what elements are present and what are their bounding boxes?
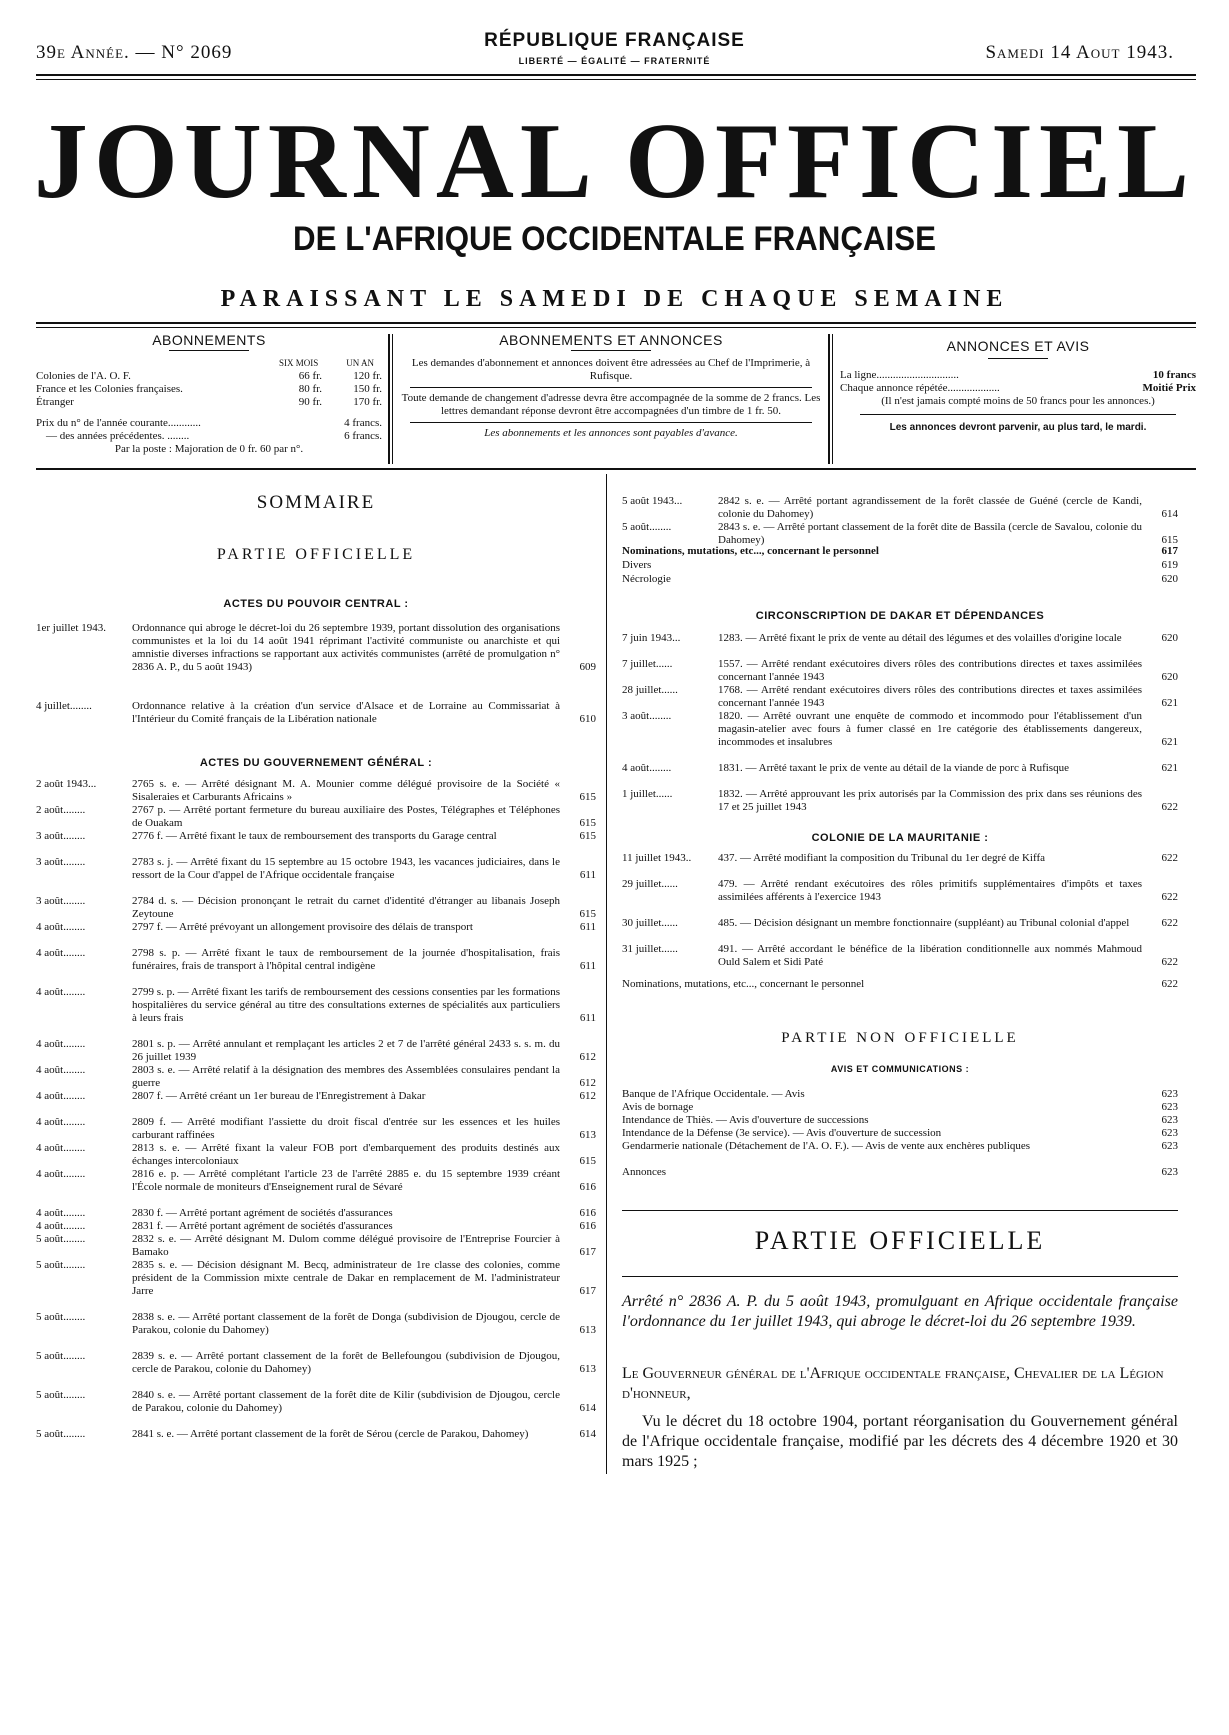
toc-entry xyxy=(36,1090,596,1103)
toc-date: 5 août........ xyxy=(36,1350,86,1362)
toc-entry xyxy=(622,1140,1178,1153)
toc-page: 609 xyxy=(579,661,596,673)
subs-ads-p1: Les demandes d'abonnement et annonces doivent être adressées au Chef de l'Imprimerie, à Rufisque. xyxy=(411,357,811,382)
toc-text: 2832 s. e. — Arrêté désignant M. Dulom comme délégué provisoire de l'Entreprise Fourcier à Bamako xyxy=(132,1233,560,1258)
boxes-bottom-rule xyxy=(36,468,1196,470)
toc-page: 614 xyxy=(579,1428,596,1440)
ads-repeat: Chaque annonce répétée................... Moitié Prix xyxy=(840,382,1196,394)
toc-entry xyxy=(36,804,596,830)
toc-entry xyxy=(622,788,1178,814)
toc-text: 2807 f. — Arrêté créant un 1er bureau de l'Enregistrement à Dakar xyxy=(132,1090,426,1102)
toc-page: 610 xyxy=(579,713,596,725)
toc-date: 4 juillet........ xyxy=(36,700,92,712)
toc-text: 491. — Arrêté accordant le bénéfice de la libération conditionnelle aux nommés Mahmoud Ould Salem et Sidi Paté xyxy=(718,943,1142,968)
toc-entry xyxy=(622,684,1178,710)
toc-entry xyxy=(622,878,1178,904)
toc-entry xyxy=(36,856,596,882)
toc-text: Annonces xyxy=(622,1166,666,1178)
price-previous: — des années précédentes. ........ 6 francs. xyxy=(46,430,382,442)
toc-entry xyxy=(622,1114,1178,1127)
toc-date: 4 août........ xyxy=(36,1116,86,1128)
subs-ads-rule-2 xyxy=(410,422,812,423)
toc-page: 623 xyxy=(1161,1140,1178,1152)
toc-entry xyxy=(622,710,1178,749)
nominations-entry: Nominations, mutations, etc..., concernant le personnel 617 xyxy=(622,545,1178,557)
subs-ads-divider xyxy=(571,350,651,351)
toc-date: 4 août........ xyxy=(36,1168,86,1180)
box-divider-1b xyxy=(392,334,393,464)
toc-date: 5 août........ xyxy=(36,1311,86,1323)
toc-page: 615 xyxy=(579,817,596,829)
toc-date: 5 août 1943... xyxy=(622,495,683,507)
toc-text: 479. — Arrêté rendant exécutoires des rôles primitifs supplémentaires d'impôts et taxes assimilées afférents à l'exercice 1943 xyxy=(718,878,1142,903)
maur-nominations-entry: Nominations, mutations, etc..., concernant le personnel 622 xyxy=(622,978,1178,990)
toc-date: 4 août........ xyxy=(36,1090,86,1102)
toc-text: 1557. — Arrêté rendant exécutoires divers rôles des contributions directes et taxes assimilées concernant l'année 1943 xyxy=(718,658,1142,683)
toc-date: 4 août........ xyxy=(36,921,86,933)
governor-line: Le Gouverneur général de l'Afrique occidentale française, Chevalier de la Légion d'honneur, xyxy=(622,1365,1164,1402)
toc-entry xyxy=(36,1220,596,1233)
toc-text: 1820. — Arrêté ouvrant une enquête de commodo et incommodo pour l'établissement d'un magasin-atelier avec fours à fumer classé en 1re catégorie des établissements dangereux, incommodes et insalubres xyxy=(718,710,1142,748)
toc-page: 620 xyxy=(1161,632,1178,644)
toc-entry xyxy=(36,1142,596,1168)
toc-page: 614 xyxy=(579,1402,596,1414)
toc-date: 4 août........ xyxy=(36,986,86,998)
toc-entry xyxy=(622,1127,1178,1140)
toc-date: 5 août........ xyxy=(36,1259,86,1271)
toc-text: Intendance de la Défense (3e service). — Avis d'ouverture de succession xyxy=(622,1127,942,1139)
official-bottom-rule xyxy=(622,1276,1178,1277)
subscriptions-divider xyxy=(169,350,249,351)
toc-page: 622 xyxy=(1161,956,1178,968)
toc-entry xyxy=(36,1311,596,1337)
journal-tagline: PARAISSANT LE SAMEDI DE CHAQUE SEMAINE xyxy=(220,286,1009,312)
toc-page: 622 xyxy=(1161,801,1178,813)
ads-deadline: Les annonces devront parvenir, au plus tard, le mardi. xyxy=(889,422,1147,433)
toc-entry xyxy=(622,1101,1178,1114)
toc-date: 4 août........ xyxy=(36,1220,86,1232)
toc-text: 1831. — Arrêté taxant le prix de vente au détail de la viande de porc à Rufisque xyxy=(718,762,1069,774)
toc-page: 621 xyxy=(1161,697,1178,709)
toc-entry xyxy=(36,1350,596,1376)
toc-entry xyxy=(36,1168,596,1194)
toc-entry xyxy=(622,521,1178,547)
section-mauritanie: COLONIE DE LA MAURITANIE : xyxy=(811,832,989,844)
toc-date: 5 août........ xyxy=(36,1233,86,1245)
header-rule xyxy=(36,74,1196,76)
price-current: Prix du n° de l'année courante............ 4 francs. xyxy=(36,417,382,429)
toc-page: 615 xyxy=(1161,534,1178,546)
toc-page: 613 xyxy=(579,1129,596,1141)
toc-entry xyxy=(36,622,596,674)
column-divider xyxy=(606,474,607,1474)
toc-page: 611 xyxy=(579,1012,596,1024)
toc-date: 3 août........ xyxy=(36,895,86,907)
toc-text: 2841 s. e. — Arrêté portant classement de la forêt de Sérou (cercle de Parakou, Dahomey) xyxy=(132,1428,529,1440)
toc-page: 622 xyxy=(1161,852,1178,864)
toc-text: 2835 s. e. — Décision désignant M. Becq, administrateur de 1re classe des colonies, comme président de la Commission mixte centrale de Dakar en remplacement de M. l'administrateur Jarre xyxy=(132,1259,560,1297)
toc-page: 615 xyxy=(579,908,596,920)
toc-page: 611 xyxy=(579,921,596,933)
toc-page: 612 xyxy=(579,1051,596,1063)
toc-entry xyxy=(36,778,596,804)
toc-page: 621 xyxy=(1161,762,1178,774)
subscription-row-1: France et les Colonies françaises. 80 fr. 150 fr. xyxy=(36,383,382,395)
toc-page: 622 xyxy=(1161,917,1178,929)
toc-text: 2809 f. — Arrêté modifiant l'assiette du droit fiscal d'entrée sur les essences et les huiles carburant raffinées xyxy=(132,1116,560,1141)
toc-date: 2 août 1943... xyxy=(36,778,97,790)
toc-page: 615 xyxy=(579,791,596,803)
necro-entry: Nécrologie 620 xyxy=(622,573,1178,585)
toc-text: 2767 p. — Arrêté portant fermeture du bureau auxiliaire des Postes, Télégraphes et Téléphones de Ouakam xyxy=(132,804,560,829)
toc-page: 612 xyxy=(579,1090,596,1102)
issue-number: 39e Année. — N° 2069 xyxy=(36,42,233,63)
toc-page: 616 xyxy=(579,1181,596,1193)
ads-line: La ligne.............................. 10 francs xyxy=(840,369,1196,381)
toc-entry xyxy=(36,921,596,934)
box-divider-2b xyxy=(832,334,833,464)
toc-page: 616 xyxy=(579,1220,596,1232)
toc-date: 3 août........ xyxy=(36,856,86,868)
toc-text: 2803 s. e. — Arrêté relatif à la désignation des membres des Assemblées consulaires pendant la guerre xyxy=(132,1064,560,1089)
decree-title: Arrêté n° 2836 A. P. du 5 août 1943, promulguant en Afrique occidentale française l'ordonnance du 1er juillet 1943, qui abroge le décret-loi du 26 septembre 1939. xyxy=(622,1293,1178,1330)
sommaire-title: SOMMAIRE xyxy=(256,492,376,513)
section-general: ACTES DU GOUVERNEMENT GÉNÉRAL : xyxy=(199,757,433,769)
section-central: ACTES DU POUVOIR CENTRAL : xyxy=(223,598,409,610)
toc-entry xyxy=(36,1116,596,1142)
ads-title: ANNONCES ET AVIS xyxy=(946,338,1090,354)
official-top-rule xyxy=(622,1210,1178,1211)
toc-entry xyxy=(622,852,1178,865)
toc-entry xyxy=(36,986,596,1025)
toc-page: 611 xyxy=(579,960,596,972)
ads-box xyxy=(840,332,1196,464)
toc-entry xyxy=(36,947,596,973)
subs-ads-title: ABONNEMENTS ET ANNONCES xyxy=(499,332,723,348)
toc-text: 2843 s. e. — Arrêté portant classement de la forêt dite de Bassila (cercle de Savalou, colonie du Dahomey) xyxy=(718,521,1142,546)
toc-date: 1 juillet...... xyxy=(622,788,673,800)
toc-text: 2801 s. p. — Arrêté annulant et remplaçant les articles 2 et 7 de l'arrêté général 2433 s. s. m. du 26 juillet 1939 xyxy=(132,1038,560,1063)
toc-page: 617 xyxy=(579,1246,596,1258)
divers-entry: Divers 619 xyxy=(622,559,1178,571)
toc-entry xyxy=(622,917,1178,930)
subscriptions-title: ABONNEMENTS xyxy=(152,332,266,348)
section-avis: AVIS ET COMMUNICATIONS : xyxy=(830,1064,970,1074)
header-rule-thin xyxy=(36,79,1196,80)
toc-date: 4 août........ xyxy=(622,762,672,774)
toc-date: 7 juillet...... xyxy=(622,658,673,670)
box-divider-1 xyxy=(388,334,390,464)
toc-date: 4 août........ xyxy=(36,1207,86,1219)
toc-page: 621 xyxy=(1161,736,1178,748)
toc-text: 1768. — Arrêté rendant exécutoires divers rôles des contributions directes et taxes assimilées concernant l'année 1943 xyxy=(718,684,1142,709)
ads-rule xyxy=(860,414,1176,415)
toc-date: 5 août........ xyxy=(622,521,672,533)
section-dakar: CIRCONSCRIPTION DE DAKAR ET DÉPENDANCES xyxy=(755,610,1045,622)
toc-text: 2765 s. e. — Arrêté désignant M. A. Mounier comme délégué provisoire de la Société « Sisaleraies et Carburants Africains » xyxy=(132,778,560,803)
toc-text: Intendance de Thiès. — Avis d'ouverture de successions xyxy=(622,1114,869,1126)
toc-text: 2838 s. e. — Arrêté portant classement de la forêt de Donga (subdivision de Djougou, cercle de Parakou, colonie du Dahomey) xyxy=(132,1311,560,1336)
toc-date: 5 août........ xyxy=(36,1389,86,1401)
subscriptions-box xyxy=(36,332,382,464)
toc-date: 3 août........ xyxy=(36,830,86,842)
toc-text: 2839 s. e. — Arrêté portant classement de la forêt de Bellefoungou (subdivision de Djougou, cercle de Parakou, colonie du Dahomey) xyxy=(132,1350,560,1375)
toc-entry xyxy=(36,1428,596,1441)
toc-entry xyxy=(36,830,596,843)
issue-date: Samedi 14 Aout 1943. xyxy=(985,42,1174,63)
toc-text: 2816 e. p. — Arrêté complétant l'article 23 de l'arrêté 2885 e. du 15 septembre 1939 créant l'École normale de moniteurs d'Enseignement rural de Sévaré xyxy=(132,1168,560,1193)
toc-text: 1832. — Arrêté approuvant les prix autorisés par la Commission des prix dans ses réunions des 17 et 25 juillet 1943 xyxy=(718,788,1142,813)
masthead-rule-thin xyxy=(36,327,1196,328)
ads-divider xyxy=(988,358,1048,359)
toc-date: 4 août........ xyxy=(36,1142,86,1154)
toc-text: 2840 s. e. — Arrêté portant classement de la forêt dite de Kilir (subdivision de Djougou, cercle de Parakou, colonie du Dahomey) xyxy=(132,1389,560,1414)
toc-entry xyxy=(36,1389,596,1415)
toc-text: 1283. — Arrêté fixant le prix de vente au détail des légumes et des volailles d'origine locale xyxy=(718,632,1122,644)
toc-page: 615 xyxy=(579,830,596,842)
toc-date: 3 août........ xyxy=(622,710,672,722)
toc-text: Banque de l'Afrique Occidentale. — Avis xyxy=(622,1088,805,1100)
toc-text: 2797 f. — Arrêté prévoyant un allongement provisoire des délais de transport xyxy=(132,921,473,933)
subs-ads-p3: Les abonnements et les annonces sont payables d'avance. xyxy=(484,427,738,439)
col-one-year: UN AN xyxy=(346,358,374,368)
toc-page: 612 xyxy=(579,1077,596,1089)
toc-page: 616 xyxy=(579,1207,596,1219)
toc-page: 617 xyxy=(579,1285,596,1297)
toc-text: 2783 s. j. — Arrêté fixant du 15 septembre au 15 octobre 1943, les vacances judiciaires, dans le ressort de la Cour d'appel de l'Afrique occidentale française xyxy=(132,856,560,881)
subs-ads-box xyxy=(400,332,822,464)
toc-date: 29 juillet...... xyxy=(622,878,678,890)
toc-page: 622 xyxy=(1161,891,1178,903)
toc-entry xyxy=(622,762,1178,775)
journal-title: JOURNAL OFFICIEL xyxy=(33,102,1196,221)
official-title: PARTIE OFFICIELLE xyxy=(754,1226,1046,1255)
toc-entry xyxy=(36,1233,596,1259)
motto: LIBERTÉ — ÉGALITÉ — FRATERNITÉ xyxy=(518,56,711,66)
toc-text: 2799 s. p. — Arrêté fixant les tarifs de remboursement des cessions consenties par les formations hospitalières du service général au titre des consultations externes de spécialités aux particuliers à leurs frais xyxy=(132,986,560,1024)
toc-entry xyxy=(622,632,1178,645)
toc-date: 4 août........ xyxy=(36,1038,86,1050)
toc-page: 613 xyxy=(579,1363,596,1375)
post-surcharge: Par la poste : Majoration de 0 fr. 60 par n°. xyxy=(114,443,304,455)
toc-entry xyxy=(36,700,596,726)
toc-page: 614 xyxy=(1161,508,1178,520)
toc-page: 623 xyxy=(1161,1166,1178,1178)
toc-text: 437. — Arrêté modifiant la composition du Tribunal du 1er degré de Kiffa xyxy=(718,852,1045,864)
subscription-row-0: Colonies de l'A. O. F. 66 fr. 120 fr. xyxy=(36,370,382,382)
toc-text: 2784 d. s. — Décision prononçant le retrait du carnet d'identité d'étranger au libanais Joseph Zeytoune xyxy=(132,895,560,920)
toc-text: 485. — Décision désignant un membre fonctionnaire (suppléant) au Tribunal colonial d'appel xyxy=(718,917,1130,929)
toc-text: 2798 s. p. — Arrêté fixant le taux de remboursement de la journée d'hospitalisation, frais funéraires, frais de transport à l'hôpital central indigène xyxy=(132,947,560,972)
toc-text: Gendarmerie nationale (Détachement de l'A. O. F.). — Avis de vente aux enchères publiques xyxy=(622,1140,1031,1152)
toc-page: 623 xyxy=(1161,1114,1178,1126)
toc-entry xyxy=(622,1166,1178,1179)
toc-date: 28 juillet...... xyxy=(622,684,678,696)
toc-text: 2830 f. — Arrêté portant agrément de sociétés d'assurances xyxy=(132,1207,393,1219)
toc-date: 2 août........ xyxy=(36,804,86,816)
toc-page: 613 xyxy=(579,1324,596,1336)
box-divider-2 xyxy=(828,334,830,464)
col-six-months: SIX MOIS xyxy=(278,358,319,368)
toc-date: 31 juillet...... xyxy=(622,943,678,955)
toc-text: Avis de bornage xyxy=(622,1101,694,1113)
toc-date: 30 juillet...... xyxy=(622,917,678,929)
subs-ads-p2: Toute demande de changement d'adresse devra être accompagnée de la somme de 2 francs. Les lettres demandant réponse devront être accompagnées d'un timbre de 1 fr. 50. xyxy=(401,392,821,417)
non-official-heading: PARTIE NON OFFICIELLE xyxy=(781,1030,1019,1046)
toc-entry xyxy=(36,895,596,921)
toc-date: 5 août........ xyxy=(36,1428,86,1440)
toc-entry xyxy=(622,1088,1178,1101)
toc-entry xyxy=(36,1064,596,1090)
ads-note: (Il n'est jamais compté moins de 50 francs pour les annonces.) xyxy=(881,395,1155,407)
toc-date: 7 juin 1943... xyxy=(622,632,681,644)
toc-page: 611 xyxy=(579,869,596,881)
toc-entry xyxy=(622,658,1178,684)
toc-text: Ordonnance qui abroge le décret-loi du 26 septembre 1939, portant dissolution des organisations communistes et la loi du 14 août 1941 réprimant l'activité communiste ou anarchiste et qui amnistie diverses infractions se rapportant aux activités communistes (arrêté de promulgation n° 2836 A. P., du 5 août 1943) xyxy=(132,622,560,673)
toc-text: Ordonnance relative à la création d'un service d'Alsace et de Lorraine au Commissariat à l'Intérieur du Comité français de la Libération nationale xyxy=(132,700,560,725)
toc-date: 11 juillet 1943.. xyxy=(622,852,692,864)
subs-ads-rule xyxy=(410,387,812,388)
subscription-row-2: Étranger 90 fr. 170 fr. xyxy=(36,396,382,408)
toc-entry xyxy=(622,495,1178,521)
toc-text: 2776 f. — Arrêté fixant le taux de remboursement des transports du Garage central xyxy=(132,830,497,842)
vu-paragraph: Vu le décret du 18 octobre 1904, portant réorganisation du Gouvernement général de l'Afrique occidentale française, modifié par les décrets des 4 décembre 1920 et 30 mars 1925 ; xyxy=(622,1413,1178,1470)
toc-entry xyxy=(622,943,1178,969)
toc-entry xyxy=(36,1207,596,1220)
toc-page: 623 xyxy=(1161,1101,1178,1113)
official-part-heading: PARTIE OFFICIELLE xyxy=(216,546,416,563)
toc-text: 2813 s. e. — Arrêté fixant la valeur FOB port d'embarquement des produits destinés aux échanges intercoloniaux xyxy=(132,1142,560,1167)
toc-page: 615 xyxy=(579,1155,596,1167)
toc-date: 4 août........ xyxy=(36,1064,86,1076)
republic-heading: RÉPUBLIQUE FRANÇAISE xyxy=(484,30,745,51)
toc-entry xyxy=(36,1038,596,1064)
masthead-rule xyxy=(36,322,1196,324)
toc-page: 623 xyxy=(1161,1127,1178,1139)
toc-text: 2842 s. e. — Arrêté portant agrandissement de la forêt classée de Guéné (cercle de Kandi, colonie du Dahomey) xyxy=(718,495,1142,520)
toc-page: 620 xyxy=(1161,671,1178,683)
toc-text: 2831 f. — Arrêté portant agrément de sociétés d'assurances xyxy=(132,1220,393,1232)
toc-entry xyxy=(36,1259,596,1298)
toc-page: 623 xyxy=(1161,1088,1178,1100)
journal-subtitle: DE L'AFRIQUE OCCIDENTALE FRANÇAISE xyxy=(293,220,936,258)
toc-date: 1er juillet 1943. xyxy=(36,622,106,634)
toc-date: 4 août........ xyxy=(36,947,86,959)
